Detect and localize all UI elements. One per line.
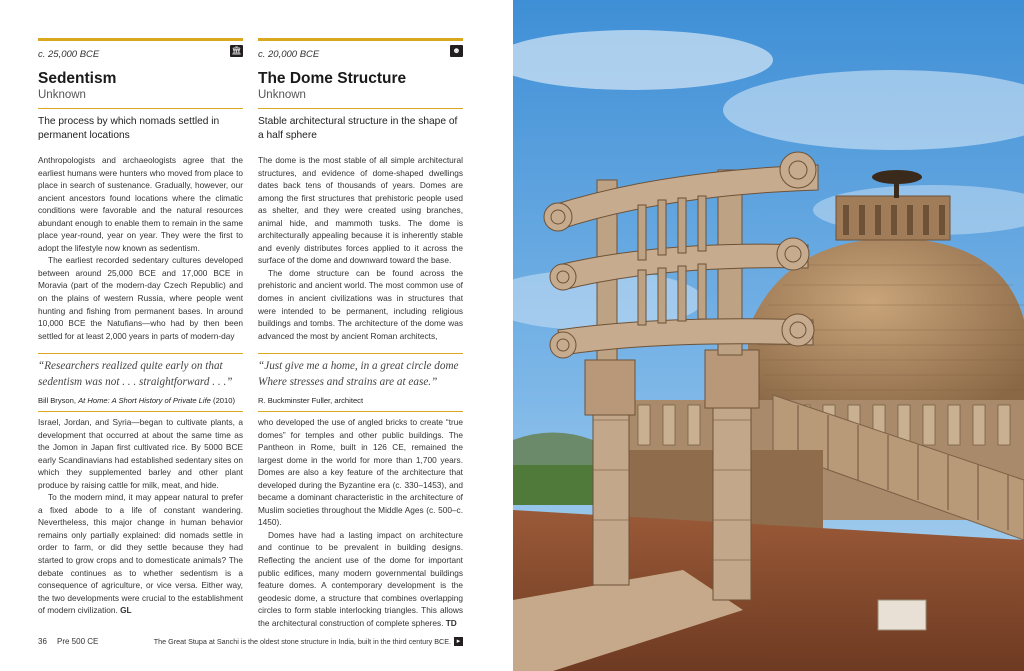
body-paragraph: Israel, Jordan, and Syria—began to cultivate plants, a development that occurred at about the same time as the Jomon in Japan first cultivated rice. By 5000 BCE early Scandinavians had established sedentary sites on which they supplemented barley and other plant produce by raising cattle for milk, meat, and hide. bbox=[38, 417, 243, 490]
entry-dome bbox=[258, 38, 463, 143]
theater-masks-icon: ☻ bbox=[450, 45, 463, 57]
elephant-capital bbox=[585, 360, 635, 415]
quote-text: “Just give me a home, in a great circle dome Where stresses and strains are at ease.” bbox=[258, 360, 459, 388]
pull-quote bbox=[258, 353, 463, 412]
entry-title: The Dome Structure bbox=[258, 70, 407, 87]
entry-body-top bbox=[38, 154, 243, 342]
stupa-illustration bbox=[513, 0, 1024, 671]
body-paragraph: Domes have had a lasting impact on architecture and continue to be prevalent in building designs. Reflecting the ancient use of the dome for important public edifices, many modern governmental buildings feature domes. A contemporary development is the geodesic dome, a structure that combines overlapping circles to form stable interlocking triangles. This allows the architectural construction of complete spheres. TD bbox=[258, 529, 463, 628]
stupa-photo bbox=[513, 0, 1024, 671]
museum-icon: 🏛 bbox=[231, 46, 242, 55]
entry-body-bottom bbox=[38, 416, 243, 617]
entry-title: Sedentism bbox=[38, 70, 117, 87]
pull-quote bbox=[38, 353, 243, 412]
elephant-capital bbox=[705, 350, 759, 408]
body-paragraph: The dome is the most stable of all simple architectural structures, and evidence of dome-shaped dwellings dates back tens of thousands of years. Domes are among the first structures that prehistoric people used as shelter, and they were created using branches, animal hide, and mammoth tusks. The dome is architecturally appealing because it is inherently stable and evenly distributes forces applied to it across the surface of the dome and downward toward the base. bbox=[258, 155, 463, 266]
body-paragraph: The dome structure can be found across the prehistoric and ancient world. The most common use of domes in ancient civilizations was in structures that were intended to be permanent, including religious buildings and tombs. The architecture of the dome was advanced the most by ancient Roman architects, bbox=[258, 267, 463, 341]
entry-author: Unknown bbox=[38, 89, 86, 101]
entry-author: Unknown bbox=[258, 89, 306, 101]
top-rule bbox=[38, 38, 243, 41]
divider bbox=[258, 108, 463, 109]
quote-source: R. Buckminster Fuller, architect bbox=[258, 396, 463, 412]
umbrella bbox=[872, 170, 922, 184]
entry-body-top bbox=[258, 154, 463, 342]
marker-stone bbox=[878, 600, 926, 630]
entry-sedentism bbox=[38, 38, 243, 143]
page-number: 36 bbox=[38, 637, 47, 646]
section-label: Pre 500 CE bbox=[57, 637, 99, 646]
entry-date: c. 25,000 BCE bbox=[38, 49, 100, 60]
entry-date: c. 20,000 BCE bbox=[258, 49, 320, 60]
body-paragraph: The earliest recorded sedentary cultures developed between around 25,000 BCE and 17,000 BCE in Moravia (part of the modern-day Czech Republic) and on the plains of western Russia, where people went hunting and fishing from permanent bases. In around 10,000 BCE the Natufians—who had by then been settled for at least 2,000 years in parts of modern-day bbox=[38, 255, 243, 341]
entry-subtitle: Stable architectural structure in the shape of a half sphere bbox=[258, 116, 458, 141]
body-paragraph: To the modern mind, it may appear natural to prefer a fixed abode to a life of constant wandering. Nevertheless, this major change in human behavior remains only partially explained: did nomads settle in order to farm, or did they settle because they had started to grow crops and to domesticate animals? The debate continues as to whether sedentism is a consequence of agriculture, or vice versa. Either way, the two developments were crucial to the establishment of modern civilization. GL bbox=[38, 492, 243, 616]
author-initials: GL bbox=[120, 605, 132, 616]
entry-subtitle: The process by which nomads settled in permanent locations bbox=[38, 116, 220, 141]
top-rule bbox=[258, 38, 463, 41]
entry-body-bottom bbox=[258, 416, 463, 629]
quote-source: Bill Bryson, At Home: A Short History of Private Life (2010) bbox=[38, 396, 243, 412]
page-footer bbox=[38, 637, 463, 651]
trees bbox=[513, 465, 593, 505]
photo-caption: The Great Stupa at Sanchi is the oldest stone structure in India, built in the third century BCE. bbox=[153, 637, 451, 646]
body-paragraph: Anthropologists and archaeologists agree that the earliest humans were hunters who moved from place to place in search of sustenance. Gradually, however, our ancient ancestors found locations where the climatic conditions were favorable and the natural resources abundant enough to enable them to remain in the same place year-round, year on year. They were the first to adopt the lifestyle now known as sedentism. bbox=[38, 155, 243, 253]
quote-text: “Researchers realized quite early on that sedentism was not . . . straightforward . . .” bbox=[38, 360, 233, 388]
arrow-right-icon: ▸ bbox=[454, 637, 463, 646]
body-paragraph: who developed the use of angled bricks to create “true domes” for temples and other public buildings. The Pantheon in Rome, built in 126 CE, remained the largest dome in the world for more than 1,700 years. Domes are also a key feature of the architecture that developed during the Byzantine era (c. 330–1453), and became a dominant characteristic in the architecture of Muslim societies throughout the Middle Ages (c. 500–c. 1450). bbox=[258, 417, 463, 528]
author-initials: TD bbox=[445, 617, 457, 628]
divider bbox=[38, 108, 243, 109]
